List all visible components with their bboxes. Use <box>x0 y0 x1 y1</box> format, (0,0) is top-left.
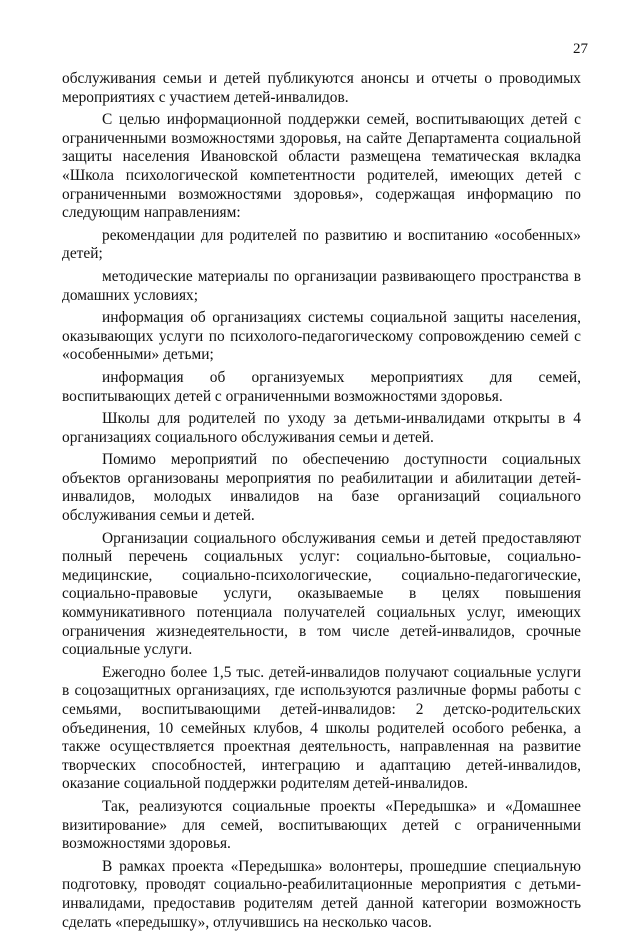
paragraph-info-support: С целью информационной поддержки семей, воспитывающих детей с ограниченными возможностями здоровья, на сайте Департамента социальной защиты населения Ивановской области размещена тематическая вкладка «Школа психологической компетентности родителей, имеющих детей с ограниченными возможностями здоровья», содержащая информацию по следующим направлениям: <box>62 111 581 222</box>
paragraph-social-projects: Так, реализуются социальные проекты «Передышка» и «Домашнее визитирование» для семей, воспитывающих детей с ограниченными возможностями здоровья. <box>62 797 581 853</box>
paragraph-continuation: обслуживания семьи и детей публикуются анонсы и отчеты о проводимых мероприятиях с участием детей-инвалидов. <box>62 70 581 106</box>
paragraph-peredyshka-project: В рамках проекта «Передышка» волонтеры, прошедшие специальную подготовку, проводят социально-реабилитационные мероприятия с детьми-инвалидами, предоставив родителям детей данной категории возможность сделать «передышку», отлучившись на несколько часов. <box>62 857 581 931</box>
document-body <box>62 70 581 936</box>
page-number: 27 <box>573 41 588 57</box>
list-item-methodical-materials: методические материалы по организации развивающего пространства в домашних условиях; <box>62 267 581 304</box>
paragraph-social-services: Организации социального обслуживания семьи и детей предоставляют полный перечень социальных услуг: социально-бытовые, социально-медицинские, социально-психологические, социально-педагогические, социально-правовые услуги, оказываемые в целях повышения коммуникативного потенциала получателей социальных услуг, имеющих ограничения жизнедеятельности, в том числе детей-инвалидов, срочные социальные услуги. <box>62 529 581 659</box>
list-item-organizations-info: информация об организациях системы социальной защиты населения, оказывающих услуги по психолого-педагогическому сопровождению семей с «особенными» детьми; <box>62 309 581 364</box>
paragraph-annual-statistics: Ежегодно более 1,5 тыс. детей-инвалидов получают социальные услуги в соцозащитных организациях, где используются различные формы работы с семьями, воспитывающими детей-инвалидов: 2 детско-родительских объединения, 10 семейных клубов, 4 школы родителей особого ребенка, а также осуществляется проектная деятельность, направленная на развитие творческих способностей, интеграцию и адаптацию детей-инвалидов, оказание социальной поддержки родителям детей-инвалидов. <box>62 663 581 793</box>
list-item-events-info: информация об организуемых мероприятиях для семей, воспитывающих детей с ограниченными возможностями здоровья. <box>62 368 581 405</box>
paragraph-parent-schools: Школы для родителей по уходу за детьми-инвалидами открыты в 4 организациях социального обслуживания семьи и детей. <box>62 410 581 446</box>
list-item-recommendations: рекомендации для родителей по развитию и воспитанию «особенных» детей; <box>62 226 581 263</box>
paragraph-rehabilitation: Помимо мероприятий по обеспечению доступности социальных объектов организованы мероприятия по реабилитации и абилитации детей-инвалидов, молодых инвалидов на базе организаций социального обслуживания семьи и детей. <box>62 451 581 525</box>
